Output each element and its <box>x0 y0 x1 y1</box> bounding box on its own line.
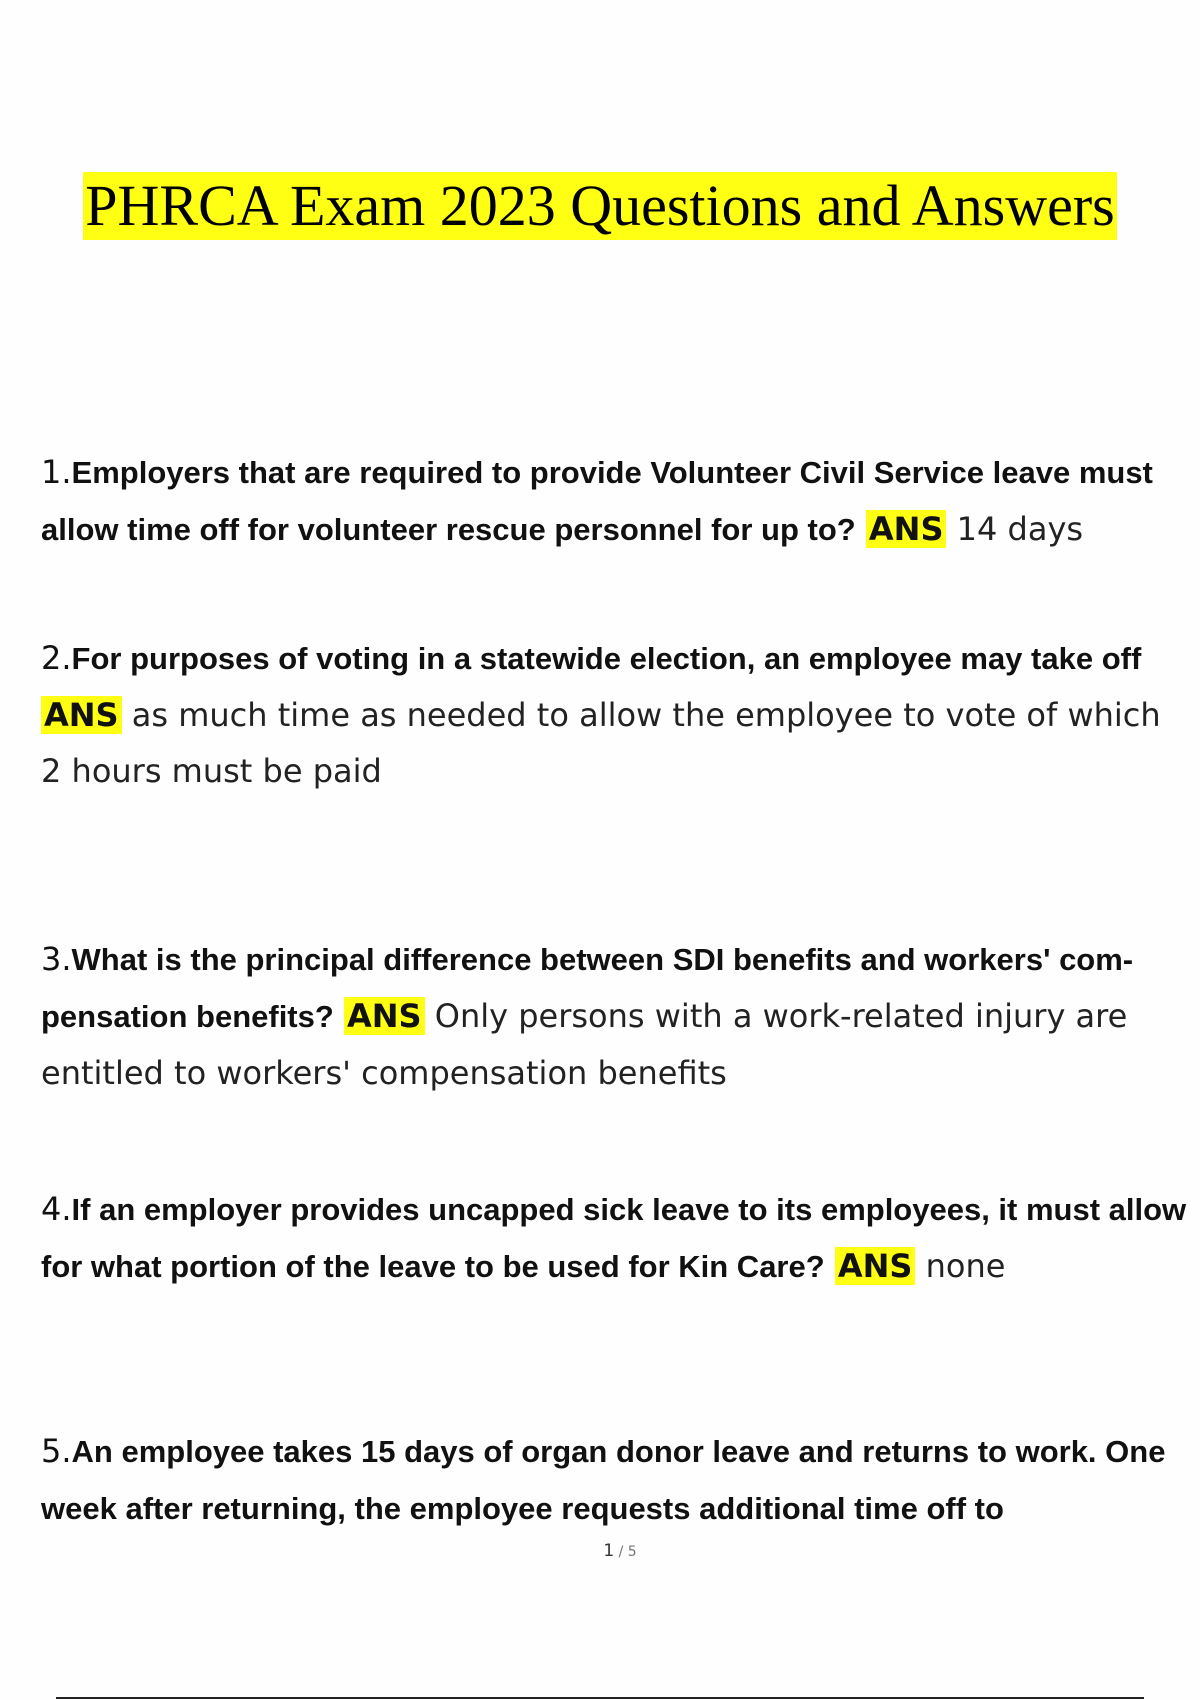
question-item-3 <box>41 931 1191 1101</box>
page-indicator <box>0 1541 1200 1561</box>
question-text: What is the principal difference between SDI benefits and workers' com- pensation benefits? <box>41 942 1134 1034</box>
page-total: / 5 <box>614 1544 637 1560</box>
page-current: 1 <box>603 1541 615 1561</box>
question-text: If an employer provides uncapped sick leave to its employees, it must allow for what portion of the leave to be used for Kin Care? <box>41 1192 1187 1284</box>
question-number: 5. <box>41 1432 72 1470</box>
question-text: For purposes of voting in a statewide election, an employee may take off <box>71 641 1142 676</box>
answer-label: ANS <box>41 696 122 734</box>
answer-text: none <box>925 1247 1006 1285</box>
answer-label: ANS <box>866 510 947 548</box>
question-text: An employee takes 15 days of organ donor leave and returns to work. One week after returning, the employee requests additional time off to <box>41 1434 1166 1526</box>
answer-label: ANS <box>835 1247 916 1285</box>
question-item-5 <box>41 1423 1191 1537</box>
question-text: Employers that are required to provide Volunteer Civil Service leave must allow time off for volunteer rescue personnel for up to? <box>41 455 1153 547</box>
page-bottom-divider <box>56 1697 1144 1699</box>
title-container <box>0 172 1200 240</box>
question-item-4 <box>41 1181 1191 1295</box>
question-item-2 <box>41 630 1191 799</box>
answer-text: as much time as needed to allow the employee to vote of which 2 hours must be paid <box>41 696 1161 790</box>
question-number: 3. <box>41 940 72 978</box>
answer-text: 14 days <box>956 510 1084 548</box>
question-number: 4. <box>41 1190 72 1228</box>
question-item-1 <box>41 444 1191 558</box>
question-number: 1. <box>41 453 72 491</box>
question-number: 2. <box>41 639 72 677</box>
answer-label: ANS <box>344 997 425 1035</box>
answer-text: Only persons with a work-related injury are entitled to workers' compensation benefits <box>41 997 1128 1092</box>
page-title: PHRCA Exam 2023 Questions and Answers <box>85 173 1115 238</box>
